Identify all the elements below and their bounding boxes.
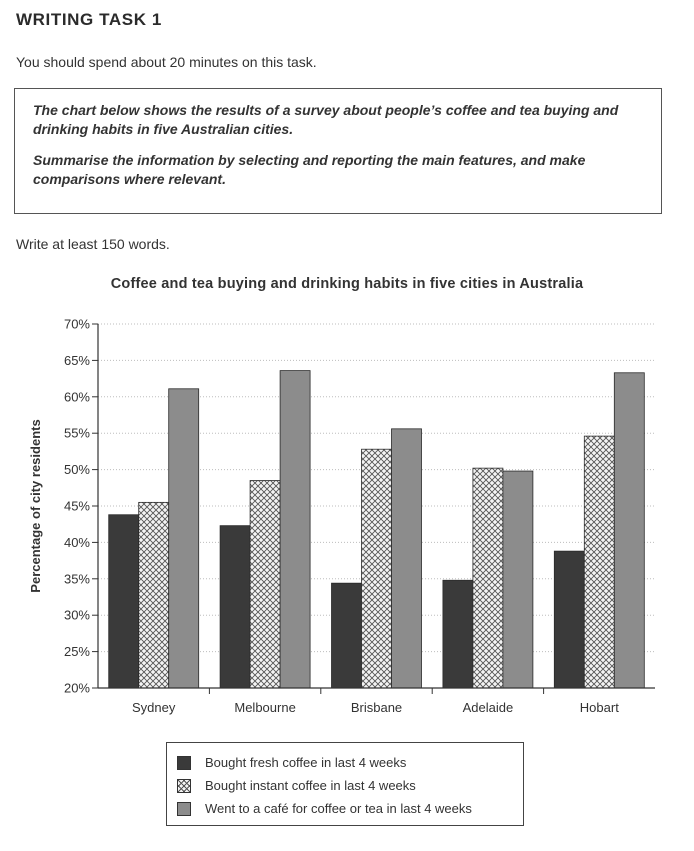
legend-item-instant xyxy=(177,774,523,797)
y-tick-label: 20% xyxy=(63,680,90,696)
word-count-instruction: Write at least 150 words. xyxy=(16,236,170,252)
y-tick-label: 70% xyxy=(63,316,90,332)
x-category-label: Melbourne xyxy=(234,700,296,715)
legend-label: Bought instant coffee in last 4 weeks xyxy=(205,778,416,793)
bar-fresh-coffee xyxy=(220,526,250,688)
bar-instant-coffee xyxy=(362,449,392,688)
chart-title: Coffee and tea buying and drinking habits in five cities in Australia xyxy=(110,276,584,292)
chart-legend xyxy=(166,742,524,826)
y-tick-label: 35% xyxy=(63,571,90,587)
y-tick-label: 50% xyxy=(63,462,90,478)
legend-label: Bought fresh coffee in last 4 weeks xyxy=(205,755,407,770)
y-tick-label: 25% xyxy=(63,644,90,660)
legend-label: Went to a café for coffee or tea in last 4 weeks xyxy=(205,801,472,816)
bars xyxy=(109,371,645,688)
bar-cafe-visit xyxy=(169,389,199,688)
bar-fresh-coffee xyxy=(332,583,362,688)
legend-swatch-fresh xyxy=(177,756,191,770)
task-heading: WRITING TASK 1 xyxy=(16,10,162,29)
bar-fresh-coffee xyxy=(109,515,139,688)
time-instruction: You should spend about 20 minutes on this task. xyxy=(16,54,317,70)
x-category-label: Hobart xyxy=(579,700,619,715)
bar-instant-coffee xyxy=(250,481,280,688)
legend-item-cafe xyxy=(177,797,523,820)
y-tick-label: 55% xyxy=(63,425,90,441)
legend-swatch-cafe xyxy=(177,802,191,816)
bar-cafe-visit xyxy=(614,373,644,688)
y-tick-label: 45% xyxy=(63,498,90,514)
y-tick-label: 40% xyxy=(63,534,90,550)
task-directive: Summarise the information by selecting and reporting the main features, and make comparisons where relevant. xyxy=(33,152,586,187)
x-category-label: Brisbane xyxy=(350,700,403,715)
bar-cafe-visit xyxy=(503,471,533,688)
y-tick-label: 65% xyxy=(63,352,90,368)
bar-instant-coffee xyxy=(473,468,503,688)
y-tick-label: 60% xyxy=(63,389,90,405)
x-category-label: Adelaide xyxy=(462,700,514,715)
bar-instant-coffee xyxy=(584,436,614,688)
bar-cafe-visit xyxy=(392,429,422,688)
bar-cafe-visit xyxy=(280,371,310,688)
y-axis-title: Percentage of city residents xyxy=(28,419,43,593)
legend-swatch-instant xyxy=(177,779,191,793)
bar-fresh-coffee xyxy=(554,551,584,688)
y-tick-label: 30% xyxy=(63,607,90,623)
x-category-label: Sydney xyxy=(132,700,176,715)
task-description: The chart below shows the results of a survey about people’s coffee and tea buying and drinking habits in five Australian cities. xyxy=(33,102,619,137)
legend-item-fresh xyxy=(177,751,523,774)
bar-fresh-coffee xyxy=(443,580,473,688)
bar-instant-coffee xyxy=(139,502,169,688)
